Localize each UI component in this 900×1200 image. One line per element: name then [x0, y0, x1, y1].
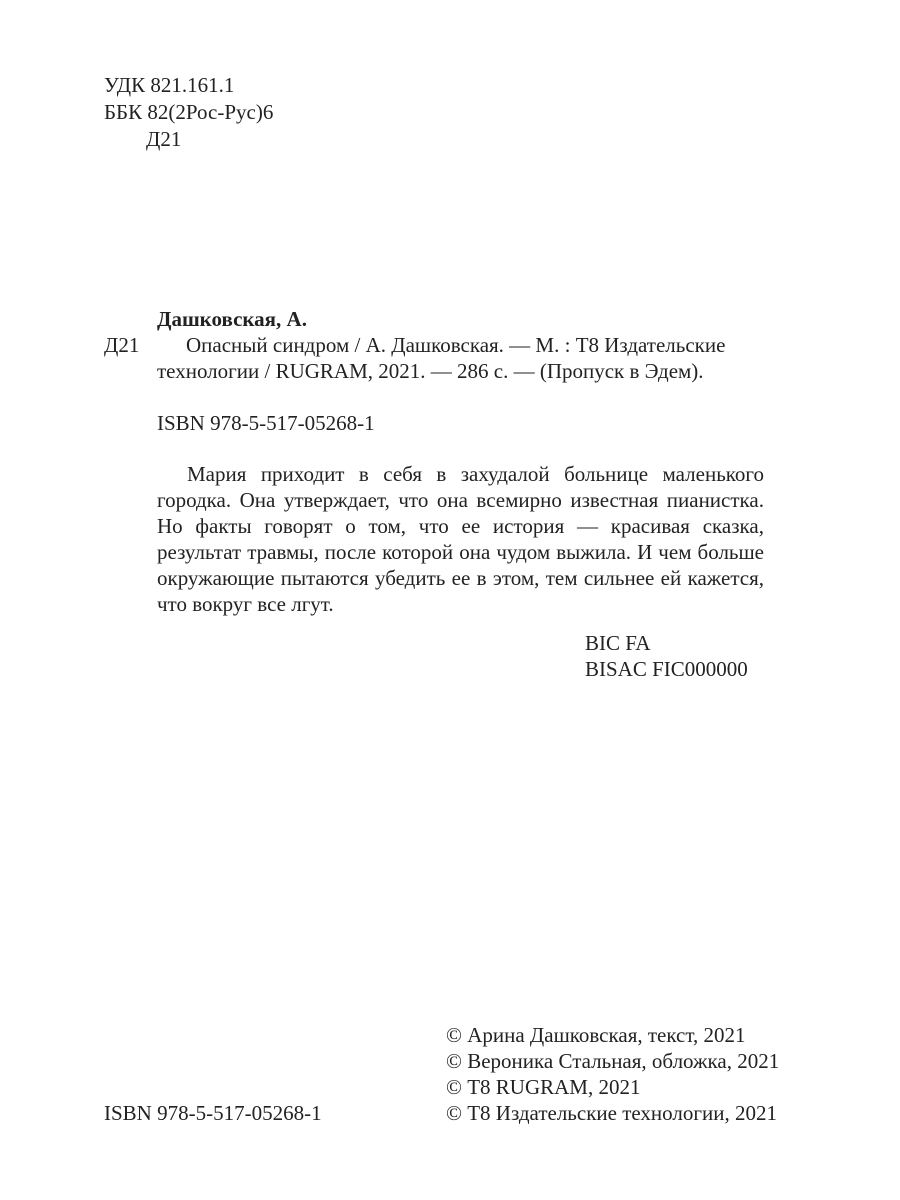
- copyright-line: © Т8 Издательские технологии, 2021: [446, 1101, 777, 1125]
- copyright-line: © Арина Дашковская, текст, 2021: [446, 1023, 746, 1047]
- bic-code: BIC FA: [585, 631, 651, 655]
- footer-isbn: ISBN 978-5-517-05268-1: [104, 1101, 322, 1125]
- copyright-line: © Т8 RUGRAM, 2021: [446, 1075, 641, 1099]
- bbk-code: ББК 82(2Рос-Рус)6: [104, 100, 274, 124]
- isbn-record: ISBN 978-5-517-05268-1: [157, 411, 375, 435]
- udk-code: УДК 821.161.1: [104, 73, 235, 97]
- annotation-paragraph: Мария приходит в себя в захудалой больнице маленького городка. Она утверждает, что она всемирно известная пианистка. Но факты говорят о том, что ее история — красивая сказка, результат травмы, после которой она чудом выжила. И чем больше окружающие пытаются убедить ее в этом, тем сильнее ей кажется, что вокруг все лгут.: [157, 462, 764, 616]
- bibliographic-line-1: Опасный синдром / А. Дашковская. — М. : Т8 Издательские: [186, 333, 726, 357]
- author-mark: Д21: [104, 333, 140, 357]
- author-heading: Дашковская, А.: [157, 307, 307, 331]
- author-mark-top: Д21: [146, 127, 182, 151]
- bibliographic-line-2: технологии / RUGRAM, 2021. — 286 с. — (Пропуск в Эдем).: [157, 359, 704, 383]
- copyright-line: © Вероника Стальная, обложка, 2021: [446, 1049, 780, 1073]
- bisac-code: BISAC FIC000000: [585, 657, 748, 681]
